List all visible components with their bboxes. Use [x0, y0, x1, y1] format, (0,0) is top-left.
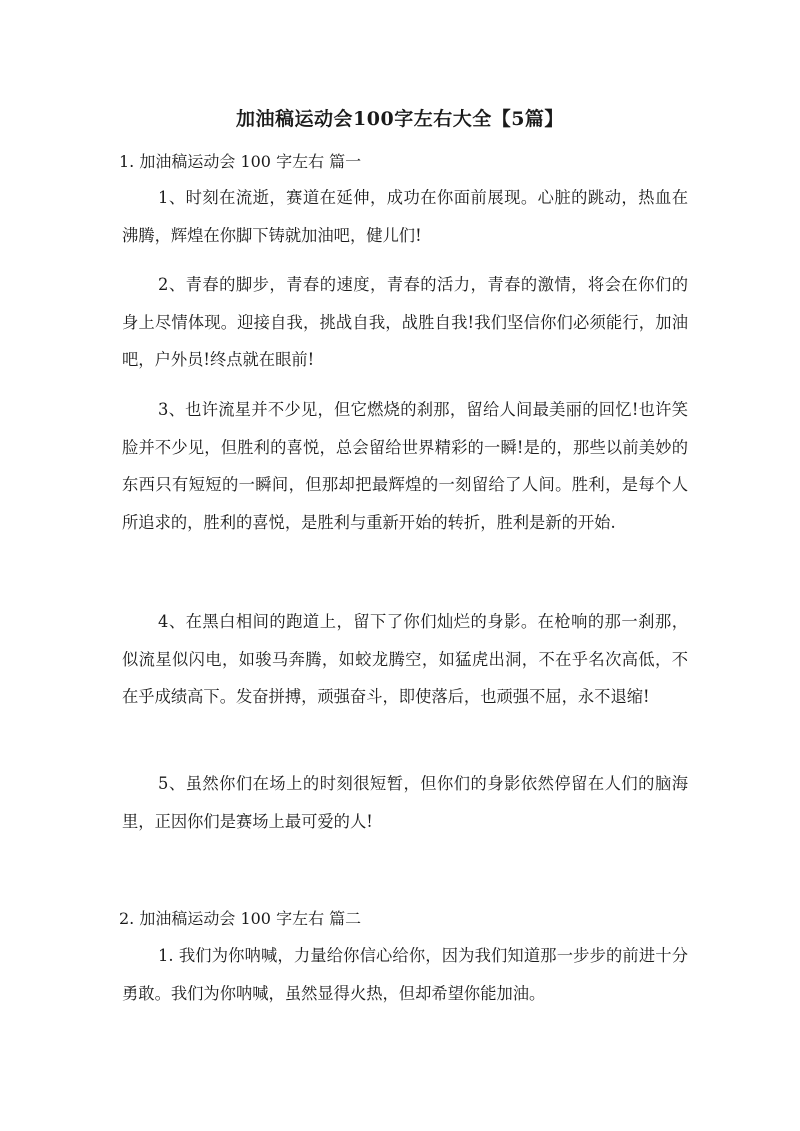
- paragraph-2-1: 1. 我们为你呐喊，力量给你信心给你，因为我们知道那一步步的前进十分勇敢。我们为你呐喊，虽然显得火热，但却希望你能加油。: [122, 946, 688, 1003]
- paragraph-1-2: 2、青春的脚步，青春的速度，青春的活力，青春的激情，将会在你们的身上尽情体现。迎接自我，挑战自我，战胜自我!我们坚信你们必须能行，加油吧，户外员!终点就在眼前!: [122, 275, 688, 370]
- document-title: 加油稿运动会100字左右大全【5篇】: [236, 108, 564, 130]
- paragraph-1-3: 3、也许流星并不少见，但它燃烧的刹那，留给人间最美丽的回忆!也许笑脸并不少见，但胜利的喜悦，总会留给世界精彩的一瞬!是的，那些以前美妙的东西只有短短的一瞬间，但那却把最辉煌的一刻留给了人间。胜利，是每个人所追求的，胜利的喜悦，是胜利与重新开始的转折，胜利是新的开始.: [122, 400, 688, 532]
- paragraph-1-1: 1、时刻在流逝，赛道在延伸，成功在你面前展现。心脏的跳动，热血在沸腾，辉煌在你脚下铸就加油吧，健儿们!: [122, 188, 688, 245]
- section-heading-1: 1. 加油稿运动会 100 字左右 篇一: [119, 152, 362, 171]
- paragraph-1-5: 5、虽然你们在场上的时刻很短暂，但你们的身影依然停留在人们的脑海里，正因你们是赛场上最可爱的人!: [122, 774, 688, 831]
- section-heading-2: 2. 加油稿运动会 100 字左右 篇二: [119, 909, 362, 928]
- paragraph-1-4: 4、在黑白相间的跑道上，留下了你们灿烂的身影。在枪响的那一刹那，似流星似闪电，如骏马奔腾，如蛟龙腾空，如猛虎出洞，不在乎名次高低，不在乎成绩高下。发奋拼搏，顽强奋斗，即使落后，也顽强不屈，永不退缩!: [122, 612, 688, 707]
